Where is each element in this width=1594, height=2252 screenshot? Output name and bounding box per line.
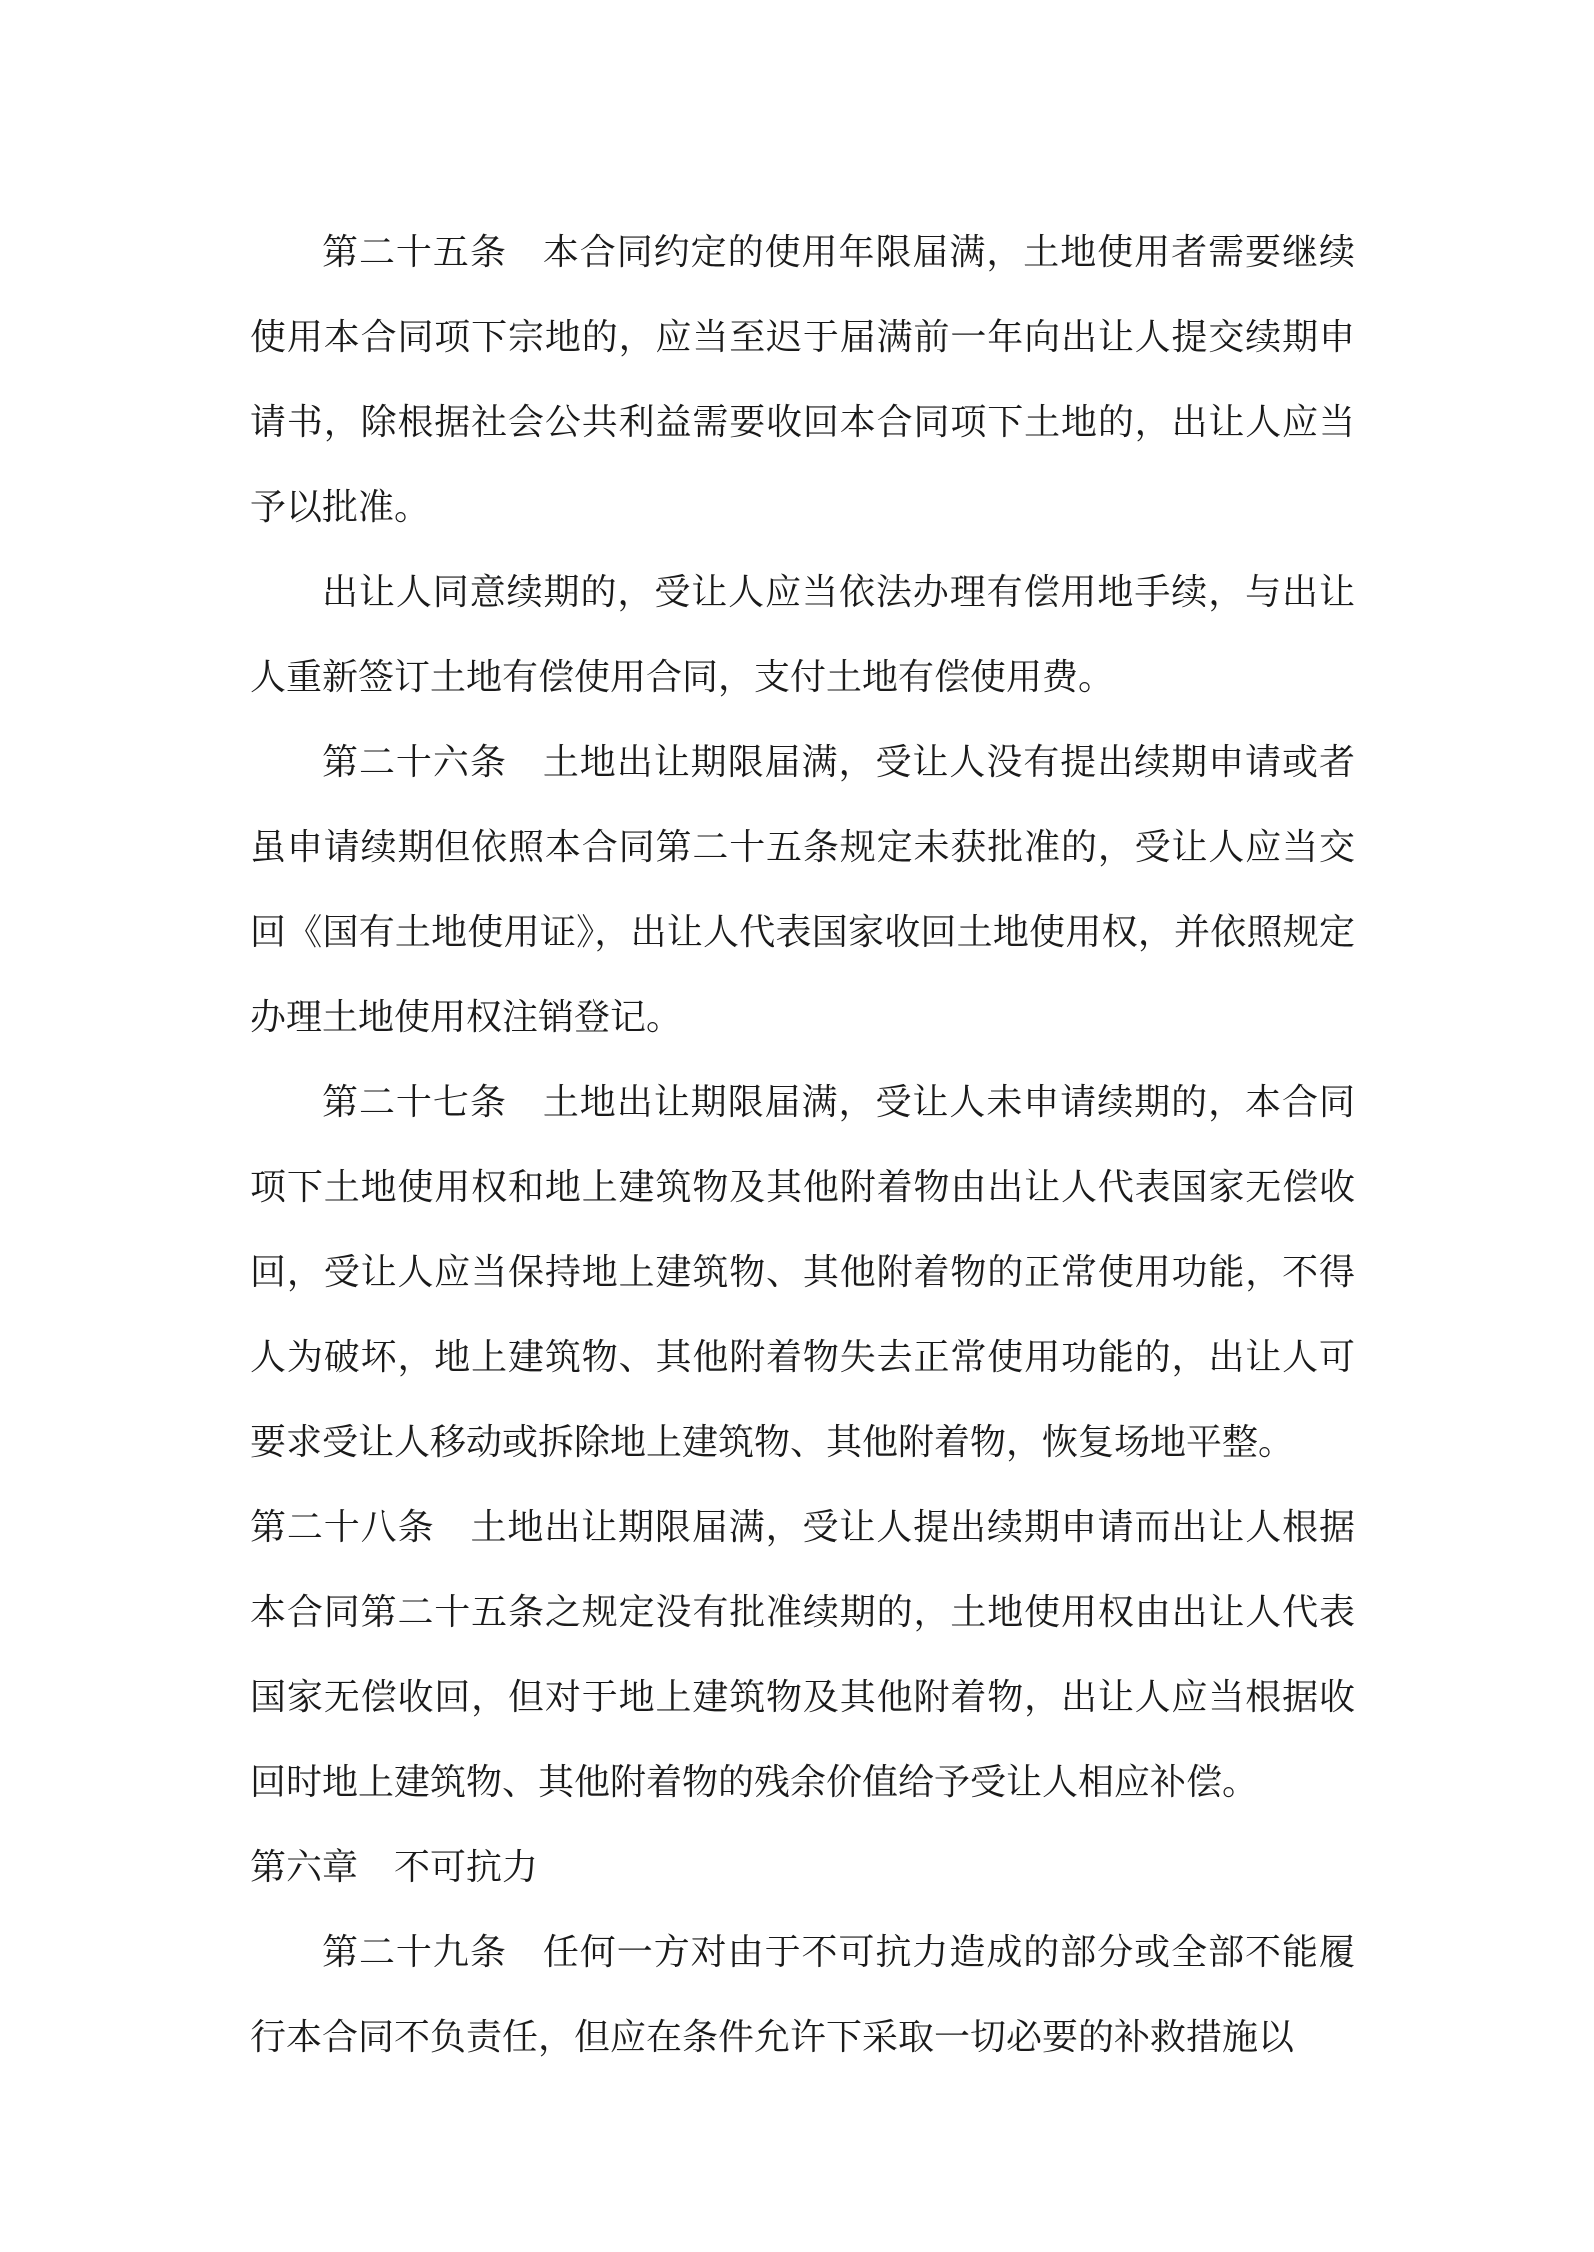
article-28-paragraph	[250, 1485, 1355, 1825]
document-body	[250, 210, 1355, 2080]
chapter-title: 不可抗力	[394, 1847, 539, 1888]
article-number: 第二十八条	[250, 1507, 435, 1548]
article-text: 土地出让期限届满，受让人未申请续期的，本合同项下土地使用权和地上建筑物及其他附着物由出让人代表国家无偿收回，受让人应当保持地上建筑物、其他附着物的正常使用功能，不得人为破坏，地上建筑物、其他附着物失去正常使用功能的，出让人可要求受让人移动或拆除地上建筑物、其他附着物，恢复场地平整。	[250, 1082, 1355, 1463]
article-29-paragraph	[250, 1910, 1355, 2080]
chapter-heading	[250, 1825, 1355, 1910]
article-text: 土地出让期限届满，受让人提出续期申请而出让人根据本合同第二十五条之规定没有批准续期的，土地使用权由出让人代表国家无偿收回，但对于地上建筑物及其他附着物，出让人应当根据收回时地上建筑物、其他附着物的残余价值给予受让人相应补偿。	[250, 1507, 1355, 1803]
article-number: 第二十六条	[322, 742, 507, 783]
article-number: 第二十九条	[322, 1932, 507, 1973]
article-26-paragraph	[250, 720, 1355, 1060]
article-25-continuation-paragraph	[250, 550, 1355, 720]
article-text: 任何一方对由于不可抗力造成的部分或全部不能履行本合同不负责任，但应在条件允许下采取一切必要的补救措施以	[250, 1932, 1355, 2058]
chapter-number: 第六章	[250, 1847, 359, 1888]
article-number: 第二十五条	[322, 232, 507, 273]
article-text: 本合同约定的使用年限届满，土地使用者需要继续使用本合同项下宗地的，应当至迟于届满前一年向出让人提交续期申请书，除根据社会公共利益需要收回本合同项下土地的，出让人应当予以批准。	[250, 232, 1355, 528]
article-25-paragraph	[250, 210, 1355, 550]
article-text: 出让人同意续期的，受让人应当依法办理有偿用地手续，与出让人重新签订土地有偿使用合同，支付土地有偿使用费。	[250, 572, 1355, 698]
article-27-paragraph	[250, 1060, 1355, 1485]
article-number: 第二十七条	[322, 1082, 507, 1123]
article-text: 土地出让期限届满，受让人没有提出续期申请或者虽申请续期但依照本合同第二十五条规定未获批准的，受让人应当交回《国有土地使用证》，出让人代表国家收回土地使用权，并依照规定办理土地使用权注销登记。	[250, 742, 1355, 1038]
